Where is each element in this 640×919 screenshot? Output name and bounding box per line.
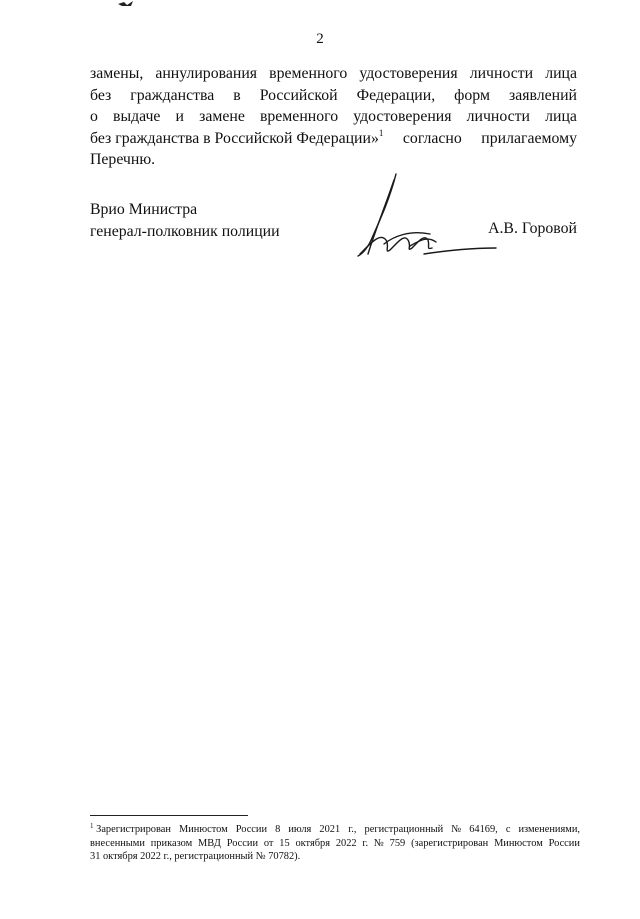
word: временного	[259, 108, 339, 126]
page-number: 2	[316, 31, 324, 47]
word: удостоверения	[359, 65, 458, 82]
word: (зарегистрирован	[411, 837, 489, 849]
paragraph-line-5: Перечню.	[90, 151, 156, 169]
position-rank: генерал-полковник полиции	[90, 223, 280, 240]
word: Федерации,	[356, 86, 436, 104]
word: №	[451, 824, 462, 835]
signatory-name: А.В. Горовой	[488, 220, 577, 237]
word: временного	[269, 65, 348, 82]
word: Российской	[259, 86, 338, 104]
word: регистрационный	[364, 824, 444, 835]
word: замене	[199, 108, 245, 126]
word: удостоверения	[353, 108, 452, 126]
word: с	[505, 824, 511, 835]
word: в	[233, 86, 241, 104]
word: личности	[469, 65, 534, 82]
word: октября	[295, 837, 331, 849]
word: России	[226, 837, 259, 849]
word: внесенными	[90, 837, 145, 849]
position-title: Врио Министра	[90, 201, 198, 218]
word: 8	[275, 824, 281, 835]
word: 15	[279, 837, 290, 849]
word: 64169,	[469, 824, 498, 835]
word: 2021	[319, 824, 341, 835]
word: лица	[545, 65, 577, 82]
word: выдаче	[113, 108, 161, 126]
word: г.	[362, 837, 369, 849]
word: и	[175, 108, 185, 126]
word: Зарегистрирован	[96, 824, 171, 835]
paragraph-line-1	[90, 63, 577, 85]
word: изменениями,	[518, 824, 580, 835]
word: 759	[389, 837, 406, 849]
word: прилагаемому	[481, 129, 577, 147]
footnote-line-2	[90, 837, 580, 851]
footnote-divider	[90, 815, 248, 816]
footnote-first-word	[90, 823, 171, 837]
word: гражданства	[130, 86, 215, 104]
handwritten-signature	[350, 170, 510, 265]
footnote	[90, 823, 580, 864]
word: Минюстом	[494, 837, 543, 849]
line-start-text: без гражданства в Российской Федерации»	[90, 129, 379, 147]
paragraph-line-3	[90, 106, 577, 128]
word: России	[548, 837, 580, 849]
word: №	[373, 837, 384, 849]
word: приказом	[150, 837, 193, 849]
word: г.,	[348, 824, 357, 835]
footnote-line-1	[90, 823, 580, 837]
word: от	[263, 837, 274, 849]
footnote-marker: 1	[90, 822, 94, 830]
paragraph-line-2	[90, 85, 577, 107]
word: МВД	[198, 837, 221, 849]
scan-artifact-mark	[118, 0, 134, 7]
word: лица	[545, 108, 577, 126]
word: Минюстом	[178, 824, 228, 835]
word: личности	[466, 108, 531, 126]
word: форм	[454, 86, 490, 104]
word: аннулирования	[155, 65, 258, 82]
footnote-line-3: 31 октября 2022 г., регистрационный № 70782).	[90, 851, 301, 862]
line-start-with-footnote-ref	[90, 128, 383, 150]
paragraph-line-4	[90, 128, 577, 150]
word: 2022	[335, 837, 357, 849]
word: России	[235, 824, 268, 835]
footnote-reference: 1	[378, 127, 384, 138]
word: без	[90, 86, 112, 104]
word: июля	[288, 824, 312, 835]
signatory-position	[90, 199, 280, 243]
word: согласно	[402, 129, 462, 147]
word: о	[90, 108, 98, 126]
word: замены,	[90, 65, 144, 82]
body-paragraph	[90, 63, 577, 171]
word: заявлений	[508, 86, 577, 104]
